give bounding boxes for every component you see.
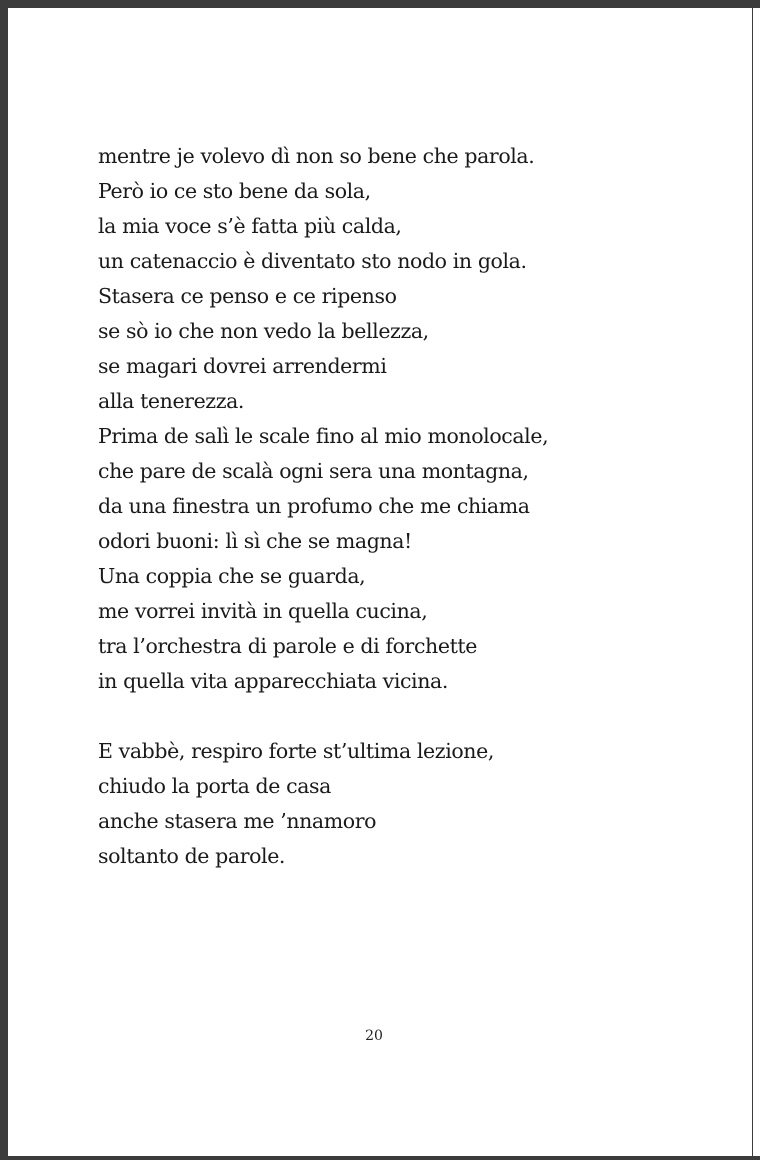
poem-line: in quella vita apparecchiata vicina. (98, 669, 448, 693)
next-page-edge (753, 8, 760, 1156)
poem-line: la mia voce s’è fatta più calda, (98, 214, 402, 238)
poem-line: Una coppia che se guarda, (98, 564, 366, 588)
poem-line: Stasera ce penso e ce ripenso (98, 284, 397, 308)
poem-line: se sò io che non vedo la bellezza, (98, 319, 429, 343)
poem-line: Prima de salì le scale fino al mio monolocale, (98, 424, 549, 448)
poem-line: se magari dovrei arrendermi (98, 354, 387, 378)
stanza-2 (98, 734, 718, 874)
poem-line: me vorrei invità in quella cucina, (98, 599, 428, 623)
poem-line: E vabbè, respiro forte st’ultima lezione, (98, 739, 494, 763)
poem-line: da una finestra un profumo che me chiama (98, 494, 530, 518)
page-number: 20 (365, 1028, 383, 1044)
poem-line: che pare de scalà ogni sera una montagna, (98, 459, 529, 483)
poem-line: odori buoni: lì sì che se magna! (98, 529, 412, 553)
poem-line: alla tenerezza. (98, 389, 245, 413)
poem-line: Però io ce sto bene da sola, (98, 179, 371, 203)
poem-line: chiudo la porta de casa (98, 774, 331, 798)
poem-line: tra l’orchestra di parole e di forchette (98, 634, 477, 658)
document-page (8, 8, 752, 1156)
poem-line: soltanto de parole. (98, 844, 286, 868)
poem-line: mentre je volevo dì non so bene che parola. (98, 144, 535, 168)
poem-text (98, 139, 718, 874)
poem-line: un catenaccio è diventato sto nodo in gola. (98, 249, 527, 273)
stanza-1 (98, 139, 718, 699)
poem-line: anche stasera me ’nnamoro (98, 809, 377, 833)
